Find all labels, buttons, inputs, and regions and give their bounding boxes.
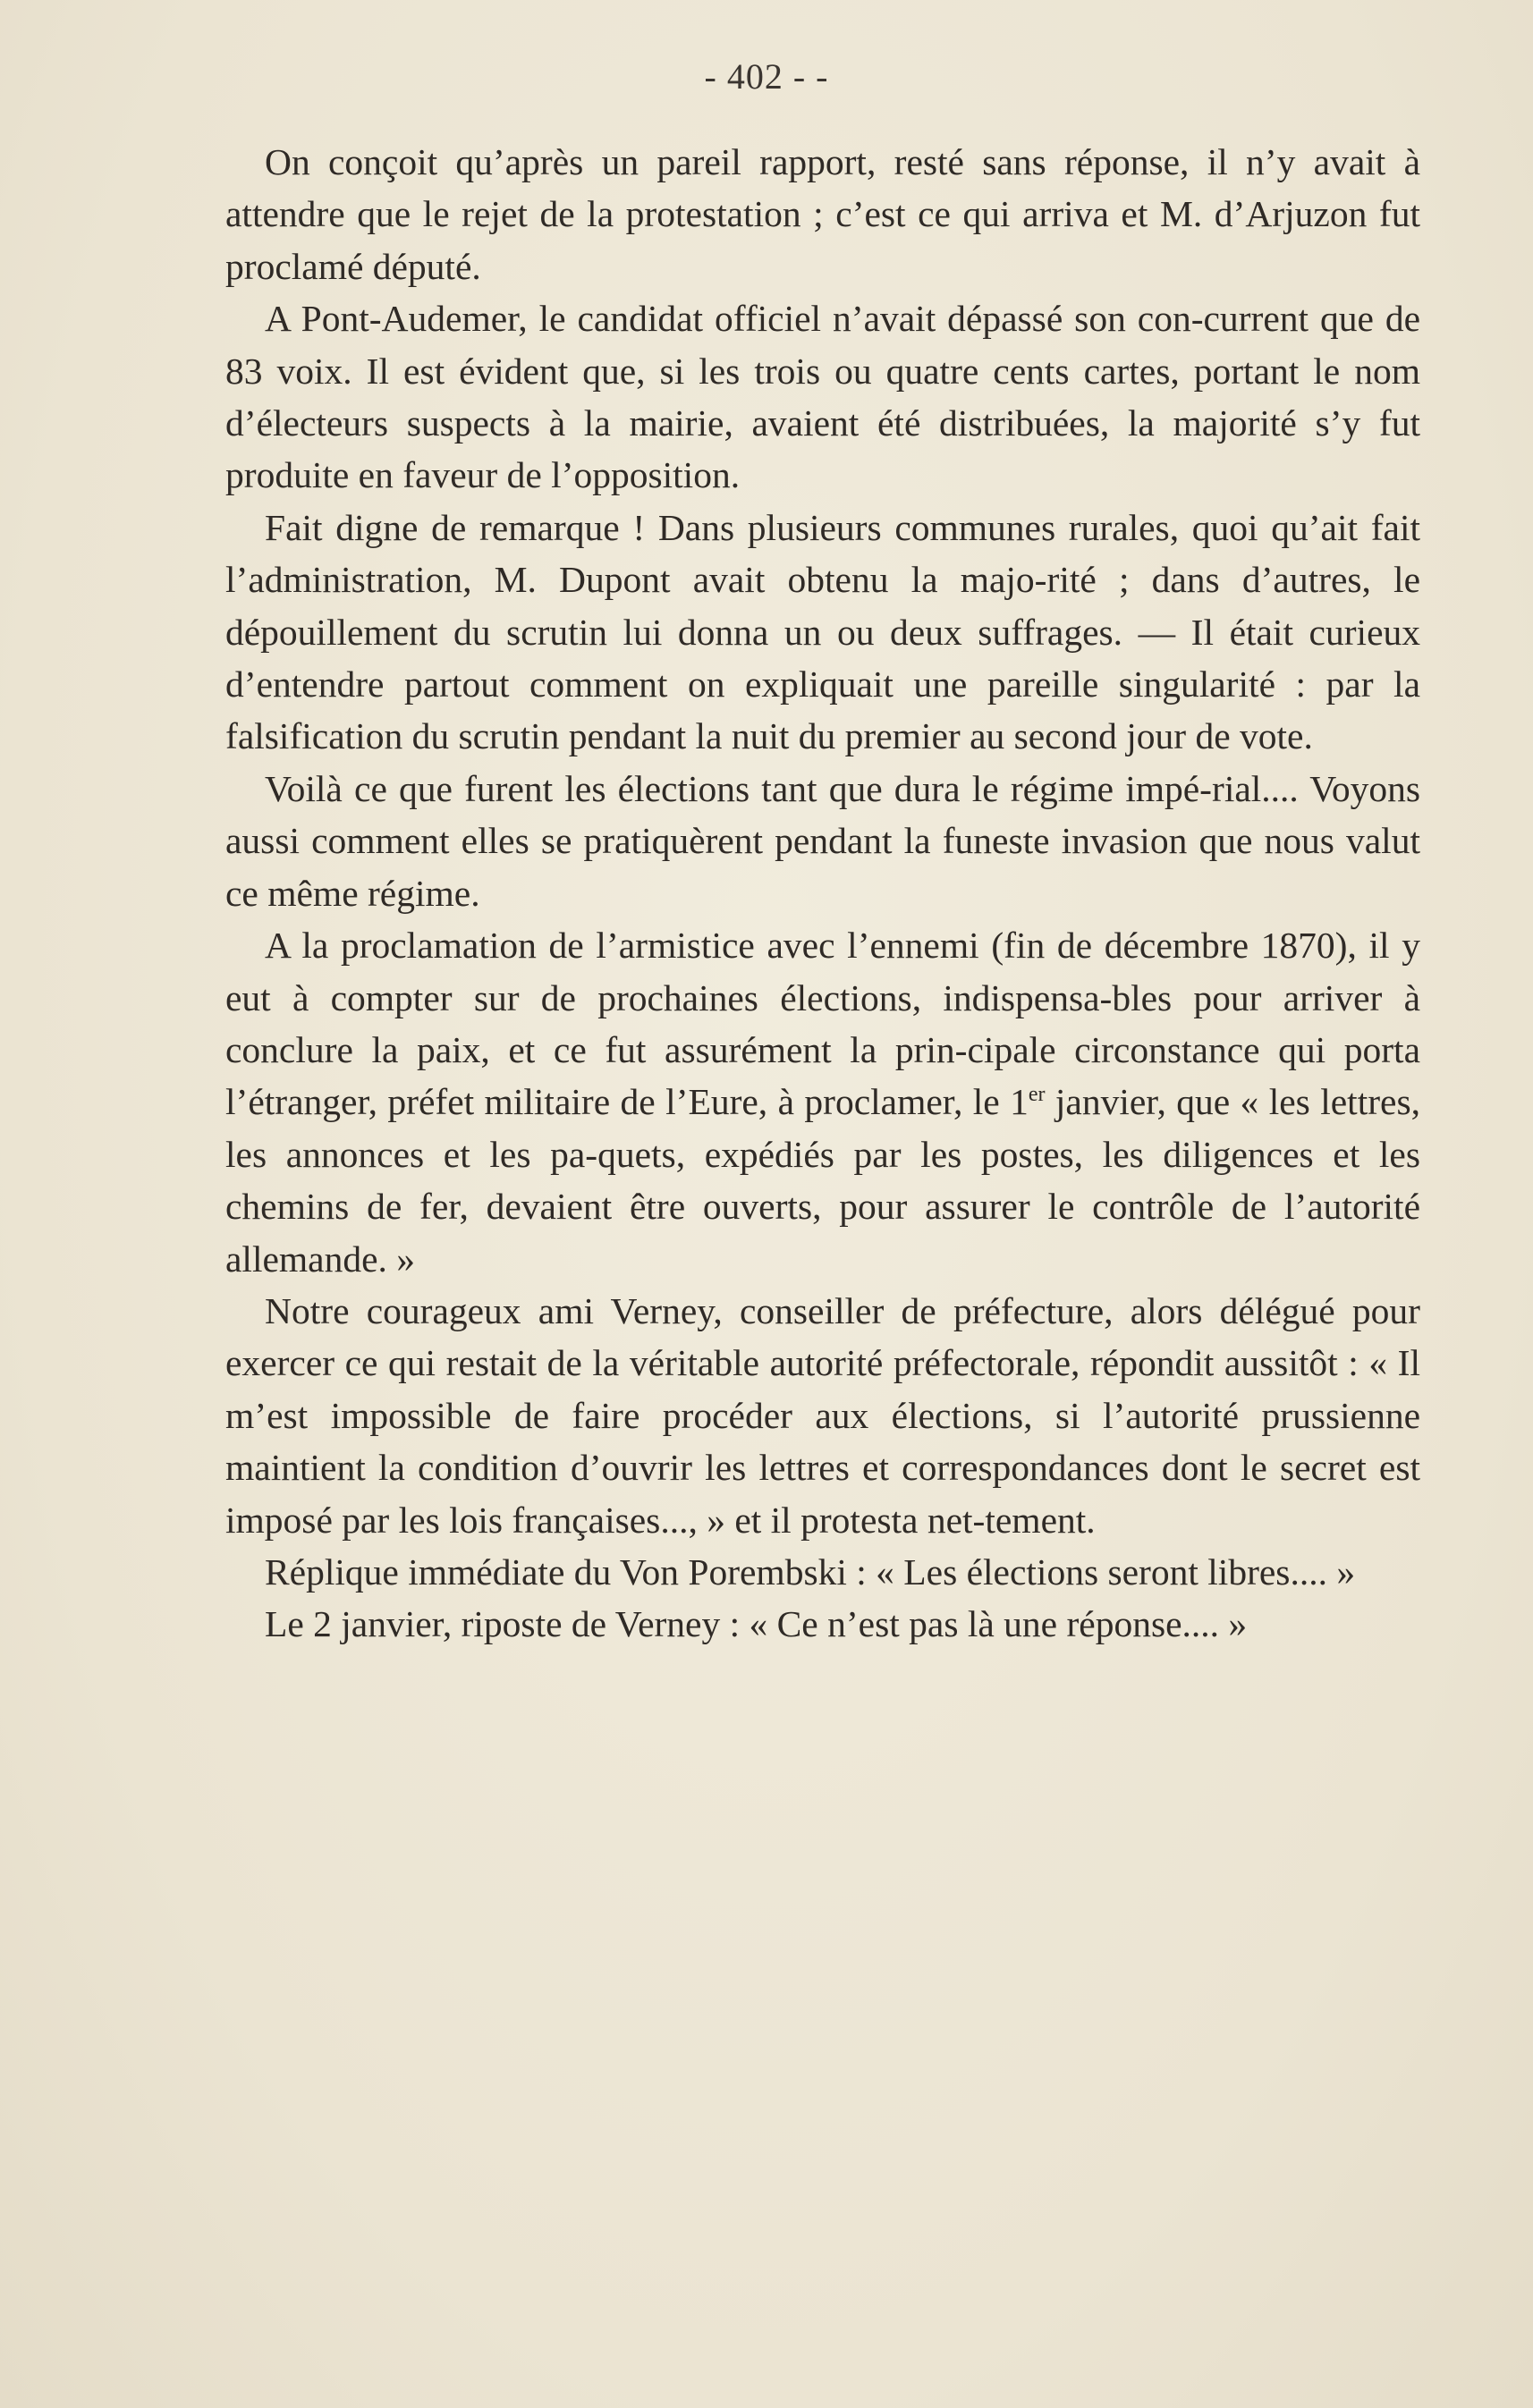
paragraph-1: On conçoit qu’après un pareil rapport, resté sans réponse, il n’y avait à attendre que le rejet de la protestation ; c’est ce qui arriva et M. d’Arjuzon fut proclamé député. [225,141,1420,287]
body-text [225,136,1420,1651]
page-number: - 402 - - [704,56,829,97]
ordinal-superscript: er [1028,1083,1046,1107]
paragraph-3: Fait digne de remarque ! Dans plusieurs communes rurales, quoi qu’ait fait l’administration, M. Dupont avait obtenu la majo-rité ; dans d’autres, le dépouillement du scrutin lui donna un ou deux suffrages. — Il était curieux d’entendre partout comment on expliquait une pareille singularité : par la falsification du scrutin pendant la nuit du premier au second jour de vote. [225,506,1420,757]
paragraph-4: Voilà ce que furent les élections tant que dura le régime impé-rial.... Voyons aussi comment elles se pratiquèrent pendant la funeste invasion que nous valut ce même régime. [225,767,1420,914]
paragraph-2: A Pont-Audemer, le candidat officiel n’avait dépassé son con-current que de 83 voix. Il est évident que, si les trois ou quatre cents cartes, portant le nom d’électeurs suspects à la mairie, avaient été distribuées, la majorité s’y fut produite en faveur de l’opposition. [225,298,1420,496]
paragraph-5-after: janvier, que « les lettres, les annonces et les pa-quets, expédiés par les postes, les diligences et les chemins de fer, devaient être ouverts, pour assurer le contrôle de l’autorité allemande. » [225,1081,1420,1280]
paragraph-8: Le 2 janvier, riposte de Verney : « Ce n’est pas là une réponse.... » [265,1603,1248,1645]
paragraph-7: Réplique immédiate du Von Porembski : « Les élections seront libres.... » [265,1550,1356,1593]
paragraph-5-before: A la proclamation de l’armistice avec l’ennemi (fin de décembre 1870), il y eut à compter sur de prochaines élections, indispensa-bles pour arriver à conclure la paix, et ce fut assurément la prin-cipale circonstance qui porta l’étranger, préfet militaire de l’Eure, à proclamer, le 1 [225,925,1420,1123]
paragraph-5 [225,919,1420,1285]
paragraph-6: Notre courageux ami Verney, conseiller de préfecture, alors délégué pour exercer ce qui restait de la véritable autorité préfectorale, répondit aussitôt : « Il m’est impossible de faire procéder aux élections, si l’autorité prussienne maintient la condition d’ouvrir les lettres et correspondances dont le secret est imposé par les lois françaises..., » et il protesta net-tement. [225,1289,1420,1541]
